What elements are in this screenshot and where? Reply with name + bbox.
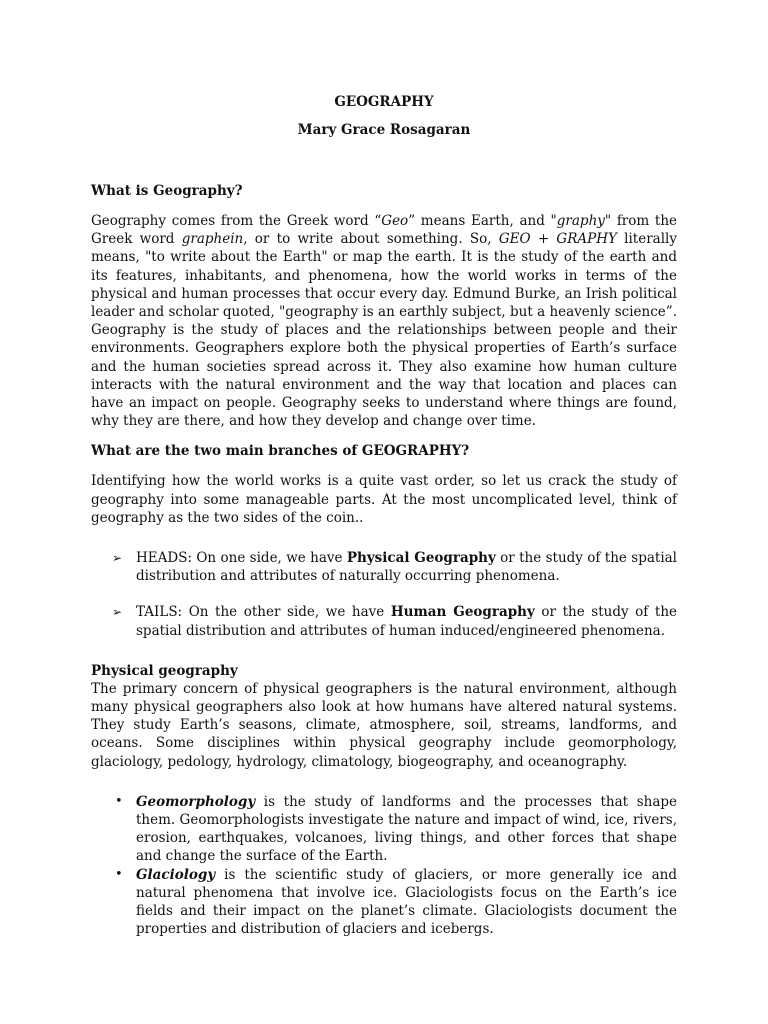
text-run: TAILS: On the other side, we have [136,604,391,621]
text-run: or the study of the spatial distribution and attributes of naturally occurring phenomena. [136,550,678,585]
list-item-tails [91,603,677,639]
list-item-heads [91,549,677,585]
branches-list [91,549,677,640]
section-heading-physical-geography: Physical geography [91,662,238,679]
document-title: GEOGRAPHY [334,94,434,110]
text-run: , or to write about something. So, [243,231,499,248]
term-human-geography: Human Geography [390,604,535,621]
arrow-bullet-icon: ➢ [112,605,123,620]
text-run: HEADS: On one side, we have [136,550,347,567]
term-glaciology: Glaciology [136,866,216,883]
document-body [91,182,677,939]
section-heading-branches: What are the two main branches of GEOGRAPHY? [91,443,470,460]
text-run: is the study of landforms and the processes that shape them. Geomorphologists investigate the nature and impact of wind, ice, rivers, erosion, earthquakes, volcanoes, living things, and other forces that shape and change the surface of the Earth. [136,793,677,865]
disciplines-list [91,793,677,939]
text-run: " from the Greek word [91,213,678,248]
text-run: Geography comes from the Greek word “ [91,213,382,229]
term-graphein: graphein [181,231,244,248]
paragraph-branches-intro: Identifying how the world works is a quite vast order, so let us crack the study of geography into some manageable parts. At the most uncomplicated level, think of geography as the two sides of the coin.. [91,473,677,526]
title-block [0,93,768,139]
paragraph-physical-geography: The primary concern of physical geographers is the natural environment, although many physical geographers also look at how humans have altered natural systems. They study Earth’s seasons, climate, atmosphere, soil, streams, landforms, and oceans. Some disciplines within physical geography include geomorphology, glaciology, pedology, hydrology, climatology, biogeography, and oceanography. [91,680,677,770]
text-run: ” means Earth, and " [408,213,557,229]
list-item-geomorphology [91,793,677,866]
bullet-icon: • [115,793,123,809]
list-item-glaciology [91,866,677,939]
term-physical-geography: Physical Geography [346,550,496,567]
term-geo-graphy: GEO + GRAPHY [498,231,617,248]
text-run: literally means, "to write about the Earth" or map the earth. It is the study of the earth and its features, inhabitants, and phenomena, how the world works in terms of the physical and human processes that occur every day. Edmund Burke, an Irish political leader and scholar quoted, "geography is an earthly subject, but a heavenly science”. Geography is the study of places and the relationships between people and their environments. Geographers explore both the physical properties of Earth’s surface and the human societies spread across it. They also examine how human culture interacts with the natural environment and the way that location and places can have an impact on people. Geography seeks to understand where things are found, why they are there, and how they develop and change over time. [91,231,677,430]
term-geomorphology: Geomorphology [136,793,256,810]
term-geo: Geo [381,213,409,229]
bullet-icon: • [115,866,123,882]
paragraph-definition [91,212,677,430]
text-run: is the scientific study of glaciers, or more generally ice and natural phenomena that involve ice. Glaciologists focus on the Earth’s ice fields and their impact on the planet’s climate. Glaciologists document the properties and distribution of glaciers and icebergs. [136,866,677,938]
text-run: or the study of the spatial distribution and attributes of human induced/engineered phenomena. [136,604,677,639]
spacer [91,585,677,603]
term-graphy: graphy [556,213,605,229]
section-heading-what-is-geography: What is Geography? [91,183,243,199]
document-author: Mary Grace Rosagaran [297,122,471,138]
arrow-bullet-icon: ➢ [112,551,123,566]
